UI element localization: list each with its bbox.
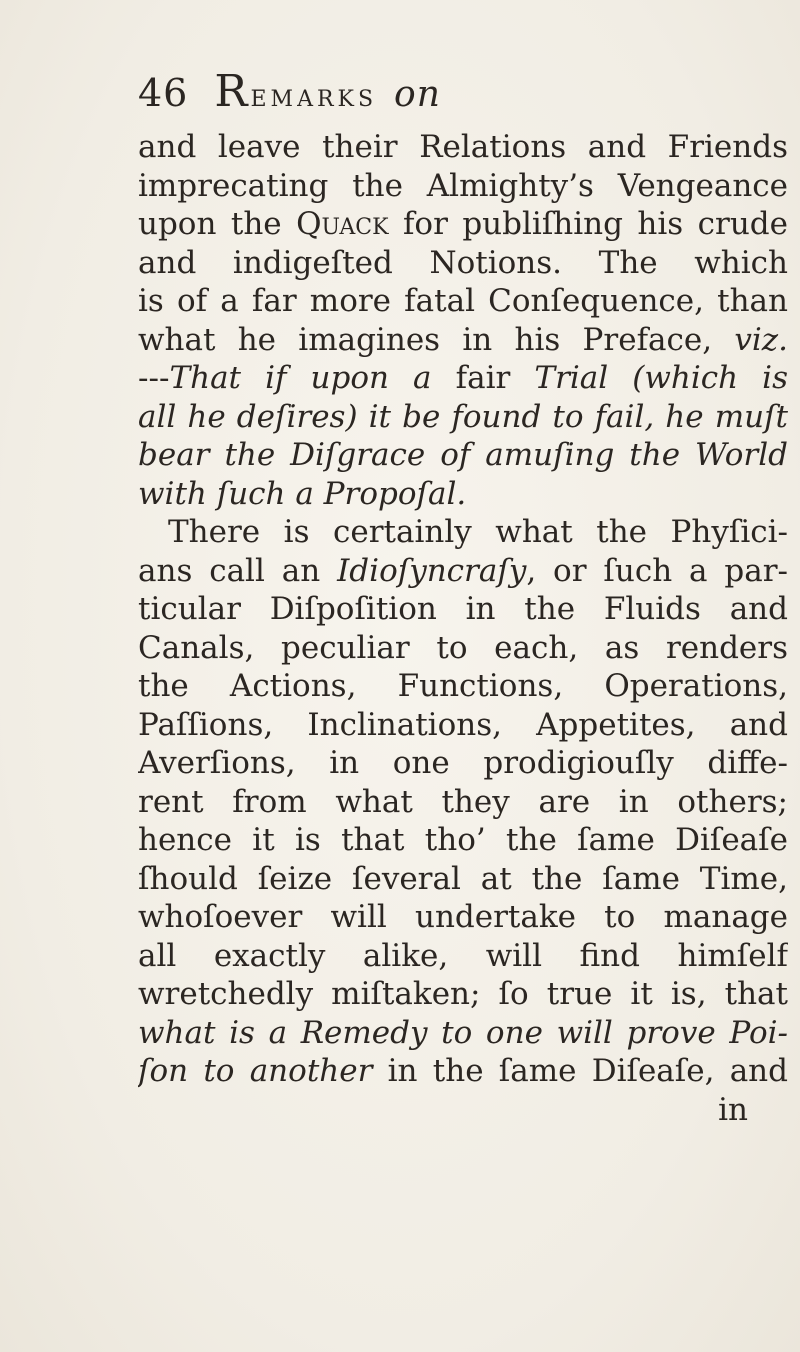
text-line <box>138 898 788 937</box>
text-line <box>138 167 788 206</box>
italic-run: bear the Diſgrace of amuſing the World <box>138 437 788 473</box>
text-run: imprecating the Almighty’s Vengeance <box>138 167 788 204</box>
text-run <box>287 1015 301 1051</box>
text-line <box>138 590 788 629</box>
text-run: Paſſions, Inclinations, Appetites, and <box>138 706 788 743</box>
text-line <box>138 937 788 976</box>
small-caps-run: Quack <box>296 206 389 242</box>
text-line <box>138 706 788 745</box>
text-run: ans call an <box>138 552 338 589</box>
running-head-italic: on <box>394 74 441 115</box>
text-run: all exactly alike, will find himſelf <box>138 937 788 974</box>
text-run: fair <box>431 360 535 396</box>
text-line <box>138 860 788 899</box>
italic-run: Trial (which is <box>534 360 788 396</box>
text-line <box>138 744 788 783</box>
text-line <box>138 282 788 321</box>
text-line <box>138 513 788 552</box>
text-run: There is certainly what the Phyſici- <box>168 514 788 550</box>
italic-run: viz. <box>734 321 788 358</box>
running-head <box>214 66 441 117</box>
text-run: upon the <box>138 206 297 242</box>
text-run: , or ſuch a par- <box>526 552 788 589</box>
text-line <box>138 128 788 167</box>
text-line <box>138 552 788 591</box>
text-line <box>138 667 788 706</box>
italic-run: ſon to another <box>138 1053 373 1089</box>
text-line <box>138 1052 788 1091</box>
text-run: the Actions, Functions, Operations, <box>138 668 788 704</box>
text-run: rent from what they are in others; <box>138 783 788 820</box>
body-text <box>138 128 788 1129</box>
text-line <box>138 975 788 1014</box>
text-run: is of a far more fatal Conſequence, than <box>138 283 788 319</box>
page-header <box>138 66 441 126</box>
italic-run: Remedy to one will prove Poi- <box>300 1014 788 1051</box>
text-run: what he imagines in his Preface, <box>138 321 735 358</box>
italic-run: Idioſyncraſy <box>337 552 527 589</box>
text-line <box>138 821 788 860</box>
text-line <box>138 244 788 283</box>
text-line <box>138 436 788 475</box>
text-line <box>138 783 788 822</box>
text-line <box>138 359 788 398</box>
italic-run: all he deſires) it be found to fail, he muſt <box>138 398 788 435</box>
text-run: whoſoever will undertake to manage <box>138 899 788 935</box>
italic-run: That if upon a <box>169 360 432 396</box>
running-head-caps: emarks <box>250 76 378 114</box>
text-line <box>138 475 788 514</box>
text-run: Canals, peculiar to each, as renders <box>138 629 788 666</box>
text-run: hence it is that tho’ the ſame Diſeaſe <box>138 822 788 858</box>
text-run: ſhould ſeize ſeveral at the ſame Time, <box>138 860 788 897</box>
text-run: --- <box>138 360 170 396</box>
text-run: and indigeſted Notions. The which <box>138 244 788 281</box>
text-run: and leave their Relations and Friends <box>138 129 788 165</box>
text-run: wretchedly miſtaken; ſo true it is, that <box>138 976 788 1012</box>
text-line <box>138 205 788 244</box>
text-run: Averſions, in one prodigiouſly diffe- <box>138 745 788 781</box>
page-number: 46 <box>138 71 189 115</box>
text-line <box>138 629 788 668</box>
text-line <box>138 321 788 360</box>
text-run: in the ſame Diſeaſe, and <box>372 1053 788 1089</box>
text-line <box>138 1014 788 1053</box>
text-run: for publiſhing his crude <box>388 206 788 242</box>
italic-run: what is a <box>138 1014 288 1051</box>
text-line <box>138 398 788 437</box>
text-run: ticular Diſpoſition in the Fluids and <box>138 591 788 627</box>
text-run: in <box>718 1091 748 1128</box>
running-head-initial: R <box>214 66 251 117</box>
catchword <box>138 1091 788 1130</box>
italic-run: with ſuch a Propoſal. <box>138 475 467 512</box>
